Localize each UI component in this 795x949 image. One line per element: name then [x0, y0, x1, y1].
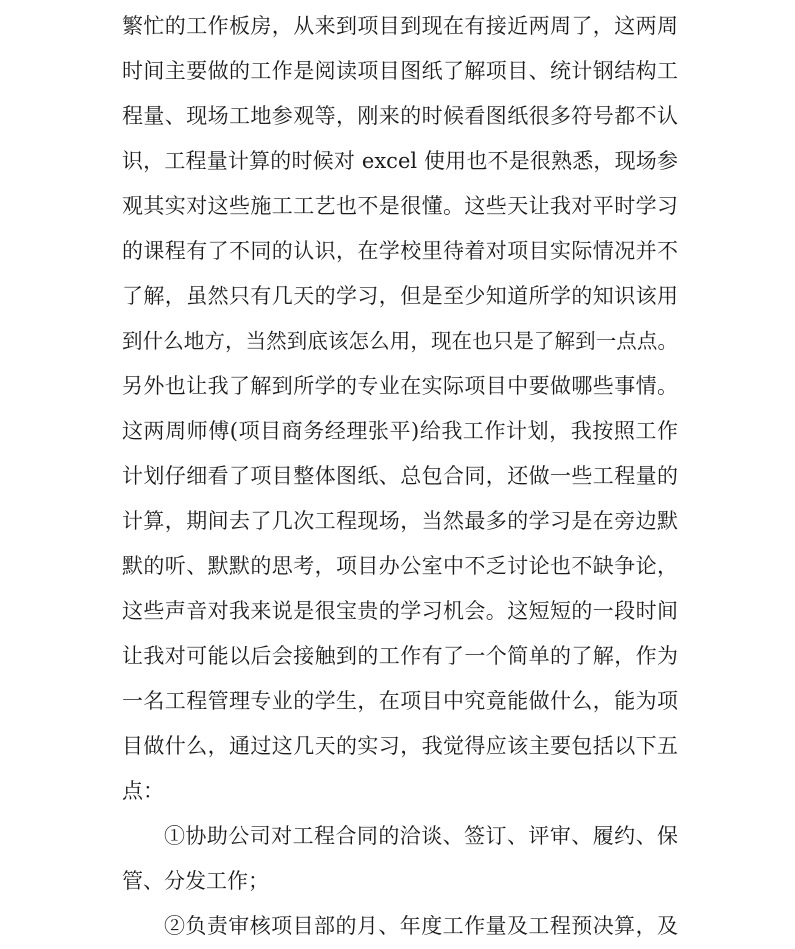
text-line: 计算，期间去了几次工程现场，当然最多的学习是在旁边默	[122, 509, 678, 533]
text-line: 点：	[122, 779, 164, 803]
text-line: 目做什么，通过这几天的实习，我觉得应该主要包括以下五	[122, 734, 678, 758]
body-text	[122, 0, 678, 949]
text-line: 计划仔细看了项目整体图纸、总包合同，还做一些工程量的	[122, 464, 678, 488]
text-line: 默的听、默默的思考，项目办公室中不乏讨论也不缺争论，	[122, 554, 678, 578]
text-line: 一名工程管理专业的学生，在项目中究竟能做什么，能为项	[122, 689, 678, 713]
list-item-1-line: 管、分发工作；	[122, 869, 269, 893]
text-line: 这两周师傅(项目商务经理张平)给我工作计划，我按照工作	[122, 419, 678, 443]
text-line: 让我对可能以后会接触到的工作有了一个简单的了解，作为	[122, 644, 678, 668]
text-line: 繁忙的工作板房，从来到项目到现在有接近两周了，这两周	[122, 14, 678, 38]
text-line: 观其实对这些施工工艺也不是很懂。这些天让我对平时学习	[122, 194, 678, 218]
text-line: 另外也让我了解到所学的专业在实际项目中要做哪些事情。	[122, 374, 678, 398]
text-line: 识，工程量计算的时候对 excel 使用也不是很熟悉，现场参	[122, 149, 678, 173]
text-line: 到什么地方，当然到底该怎么用，现在也只是了解到一点点。	[122, 329, 678, 353]
list-item-1-line: ①协助公司对工程合同的洽谈、签订、评审、履约、保	[164, 824, 678, 848]
text-line: 程量、现场工地参观等，刚来的时候看图纸很多符号都不认	[122, 104, 678, 128]
list-item-2-line: ②负责审核项目部的月、年度工作量及工程预决算，及	[164, 914, 678, 938]
text-line: 时间主要做的工作是阅读项目图纸了解项目、统计钢结构工	[122, 59, 678, 83]
text-line: 的课程有了不同的认识，在学校里待着对项目实际情况并不	[122, 239, 678, 263]
text-line: 这些声音对我来说是很宝贵的学习机会。这短短的一段时间	[122, 599, 678, 623]
text-line: 了解，虽然只有几天的学习，但是至少知道所学的知识该用	[122, 284, 678, 308]
